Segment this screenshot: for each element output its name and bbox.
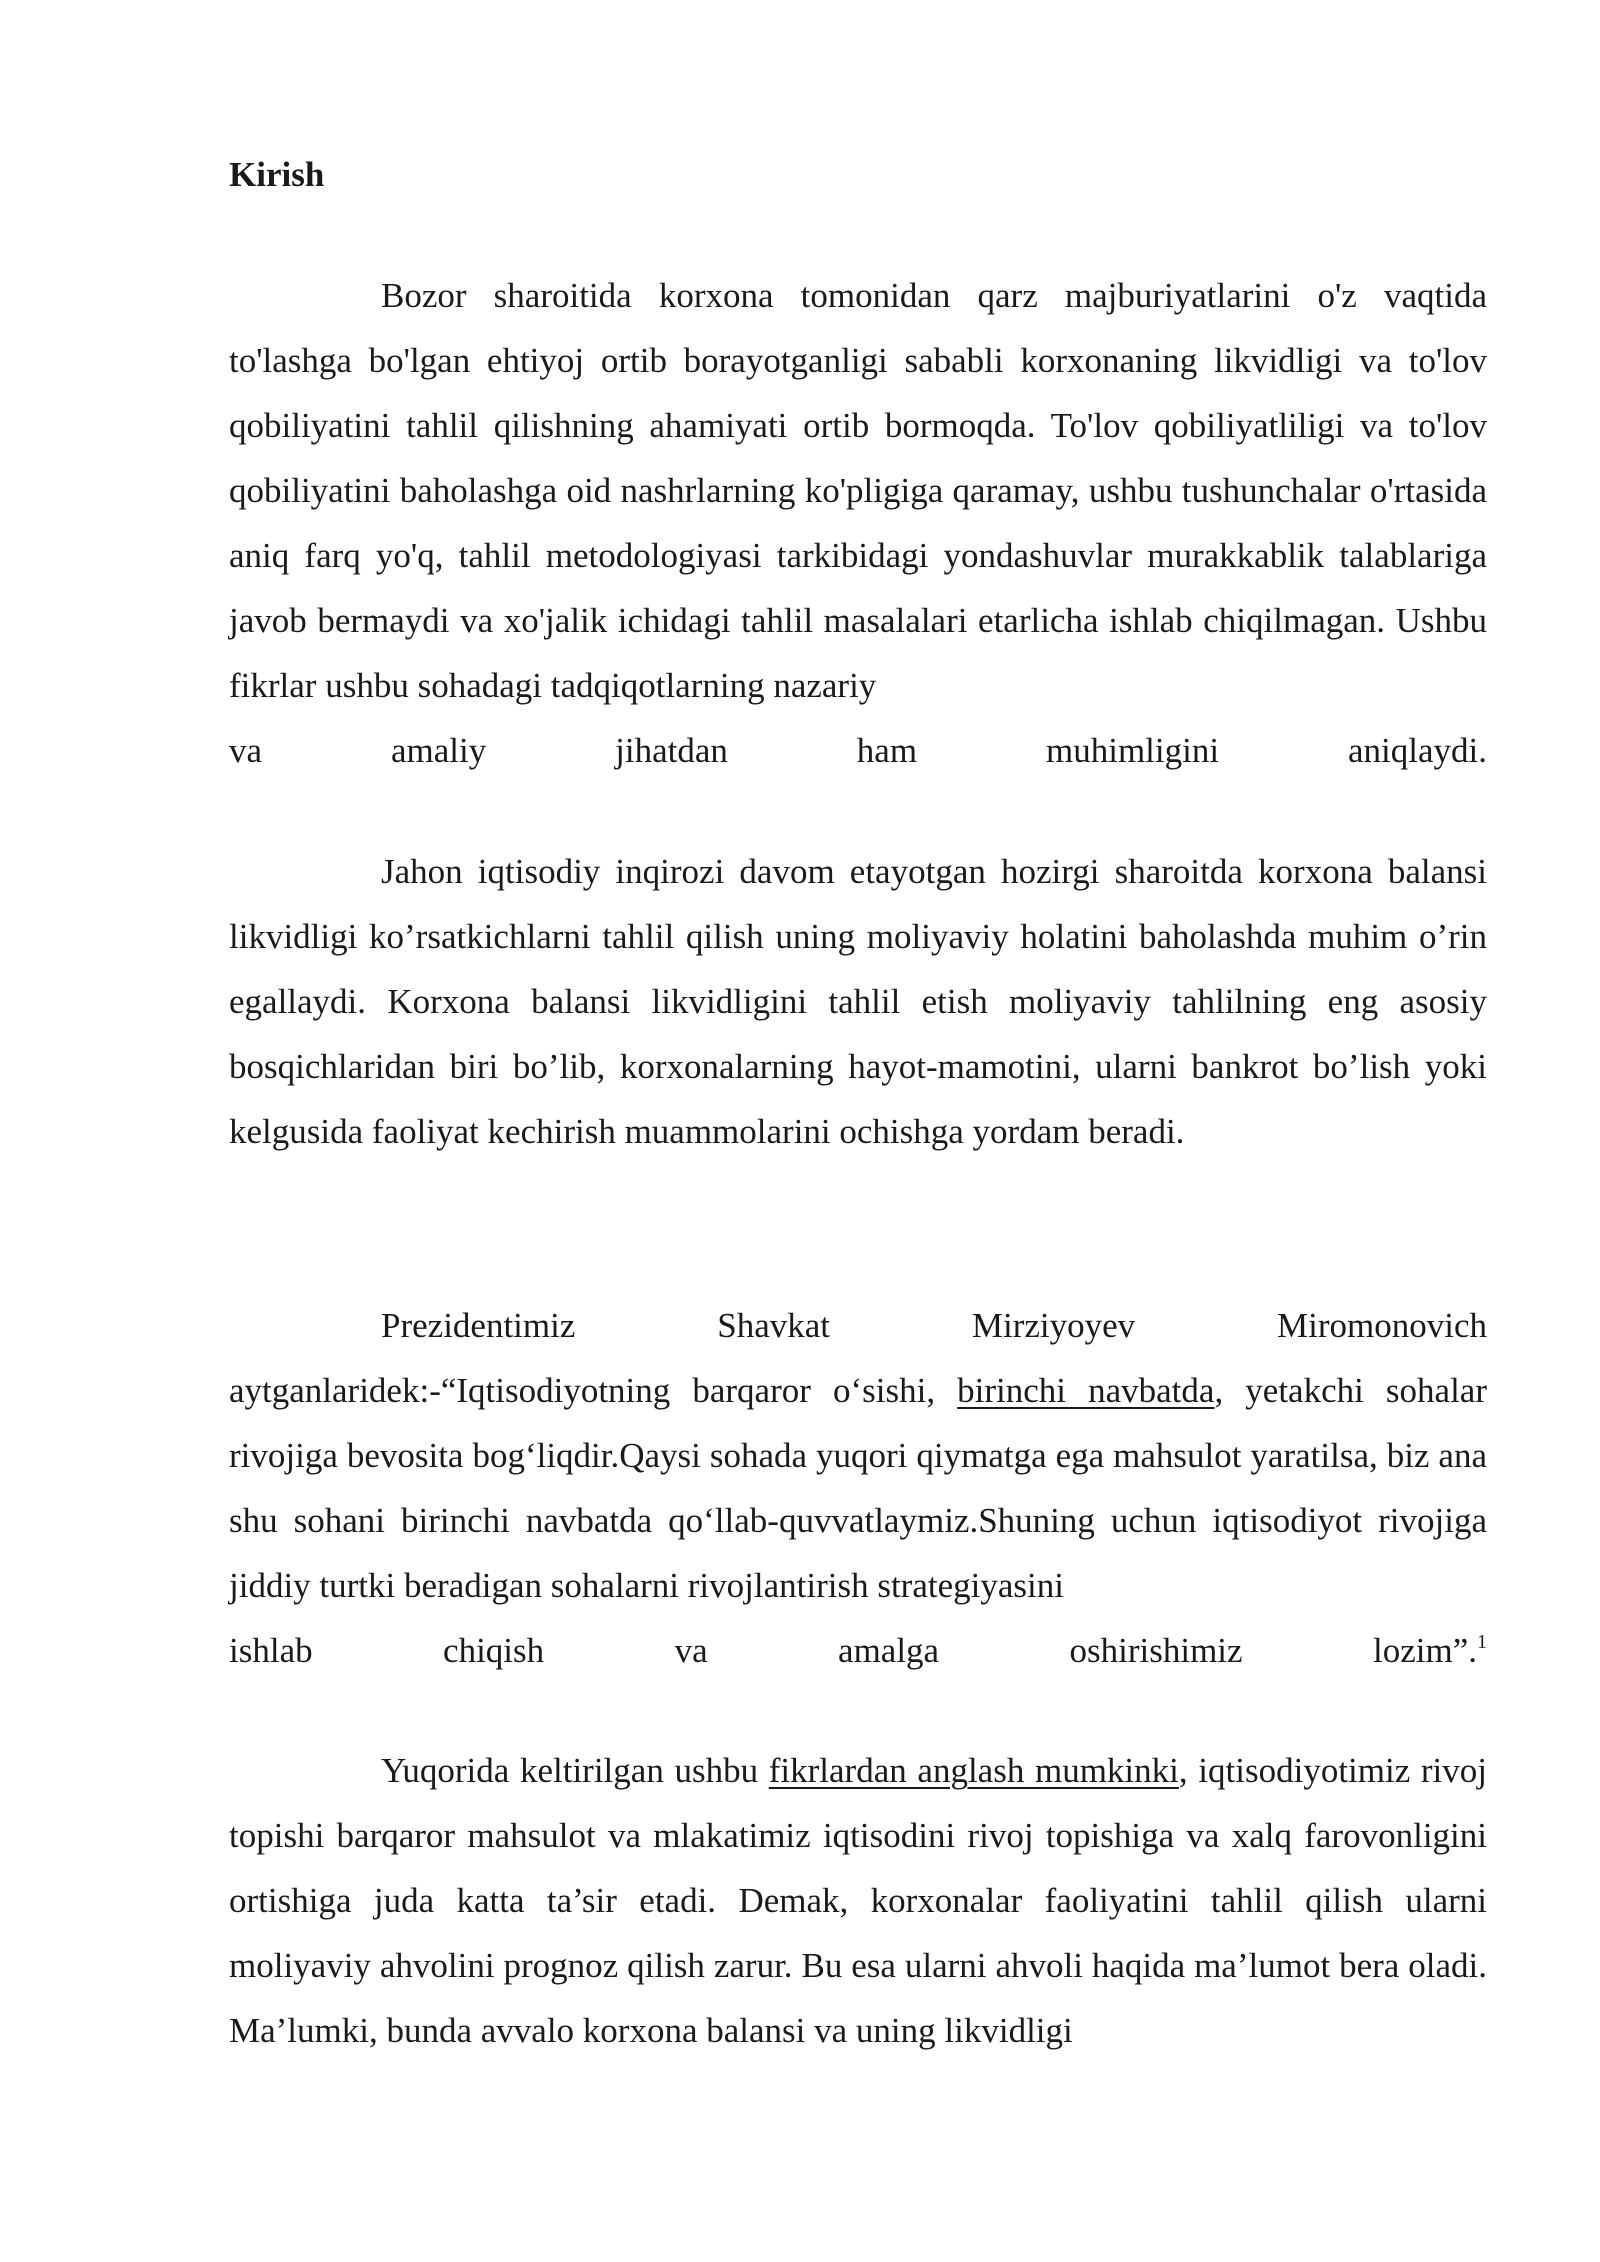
paragraph-4 [229, 1738, 1487, 2063]
paragraph-3-last-line [229, 1618, 1487, 1683]
underlined-phrase: fikrlardan anglash mumkinki [768, 1751, 1179, 1790]
paragraph-3 [229, 1293, 1487, 1683]
underlined-phrase: birinchi navbatda [957, 1371, 1215, 1410]
paragraph-3-last-line-text: ishlab chiqish va amalga oshirishimiz lozim”. [229, 1631, 1477, 1670]
paragraph-2-body: Jahon iqtisodiy inqirozi davom etayotgan hozirgi sharoitda korxona balansi likvidligi ko’rsatkichlarni tahlil qilish uning moliyaviy holatini baholashda muhim o’rin egallaydi. Korxona balansi likvidligini tahlil etish moliyaviy tahlilning eng asosiy bosqichlaridan biri bo’lib, korxonalarning hayot-mamotini, ularni bankrot bo’lish yoki kelgusida faoliyat kechirish muammolarini ochishga yordam beradi. [229, 852, 1487, 1151]
paragraph-2 [229, 839, 1487, 1164]
paragraph-1 [229, 263, 1487, 783]
section-heading: Kirish [229, 155, 325, 194]
paragraph-3-text-start: Prezidentimiz Shavkat Mirziyoyev Miromonovich aytganlaridek:-“Iqtisodiyotning barqaror o‘sishi, [229, 1306, 1487, 1410]
paragraph-1-body: Bozor sharoitida korxona tomonidan qarz majburiyatlarini o'z vaqtida to'lashga bo'lgan ehtiyoj ortib borayotganligi sababli korxonaning likvidligi va to'lov qobiliyatini tahlil qilishning ahamiyati ortib bormoqda. To'lov qobiliyatliligi va to'lov qobiliyatini baholashga oid nashrlarning ko'pligiga qaramay, ushbu tushunchalar o'rtasida aniq farq yo'q, tahlil metodologiyasi tarkibidagi yondashuvlar murakkablik talablariga javob bermaydi va xo'jalik ichidagi tahlil masalalari etarlicha ishlab chiqilmagan. Ushbu fikrlar ushbu sohadagi tadqiqotlarning nazariy [229, 276, 1487, 705]
paragraph-3-text-end: , yetakchi sohalar rivojiga bevosita bog‘liqdir.Qaysi sohada yuqori qiymatga ega mahsulot yaratilsa, biz ana shu sohani birinchi navbatda qo‘llab-quvvatlaymiz.Shuning uchun iqtisodiyot rivojiga jiddiy turtki beradigan sohalarni rivojlantirish strategiyasini [229, 1371, 1487, 1605]
paragraph-4-text-start: Yuqorida keltirilgan ushbu [381, 1751, 769, 1790]
paragraph-4-text-end: , iqtisodiyotimiz rivoj topishi barqaror mahsulot va mlakatimiz iqtisodini rivoj topishiga va xalq farovonligini ortishiga juda katta ta’sir etadi. Demak, korxonalar faoliyatini tahlil qilish ularni moliyaviy ahvolini prognoz qilish zarur. Bu esa ularni ahvoli haqida ma’lumot bera oladi. Ma’lumki, bunda avvalo korxona balansi va uning likvidligi [229, 1751, 1488, 2050]
footnote-reference: 1 [1477, 1631, 1487, 1653]
paragraph-1-last-line: va amaliy jihatdan ham muhimligini aniqlaydi. [229, 731, 1487, 770]
